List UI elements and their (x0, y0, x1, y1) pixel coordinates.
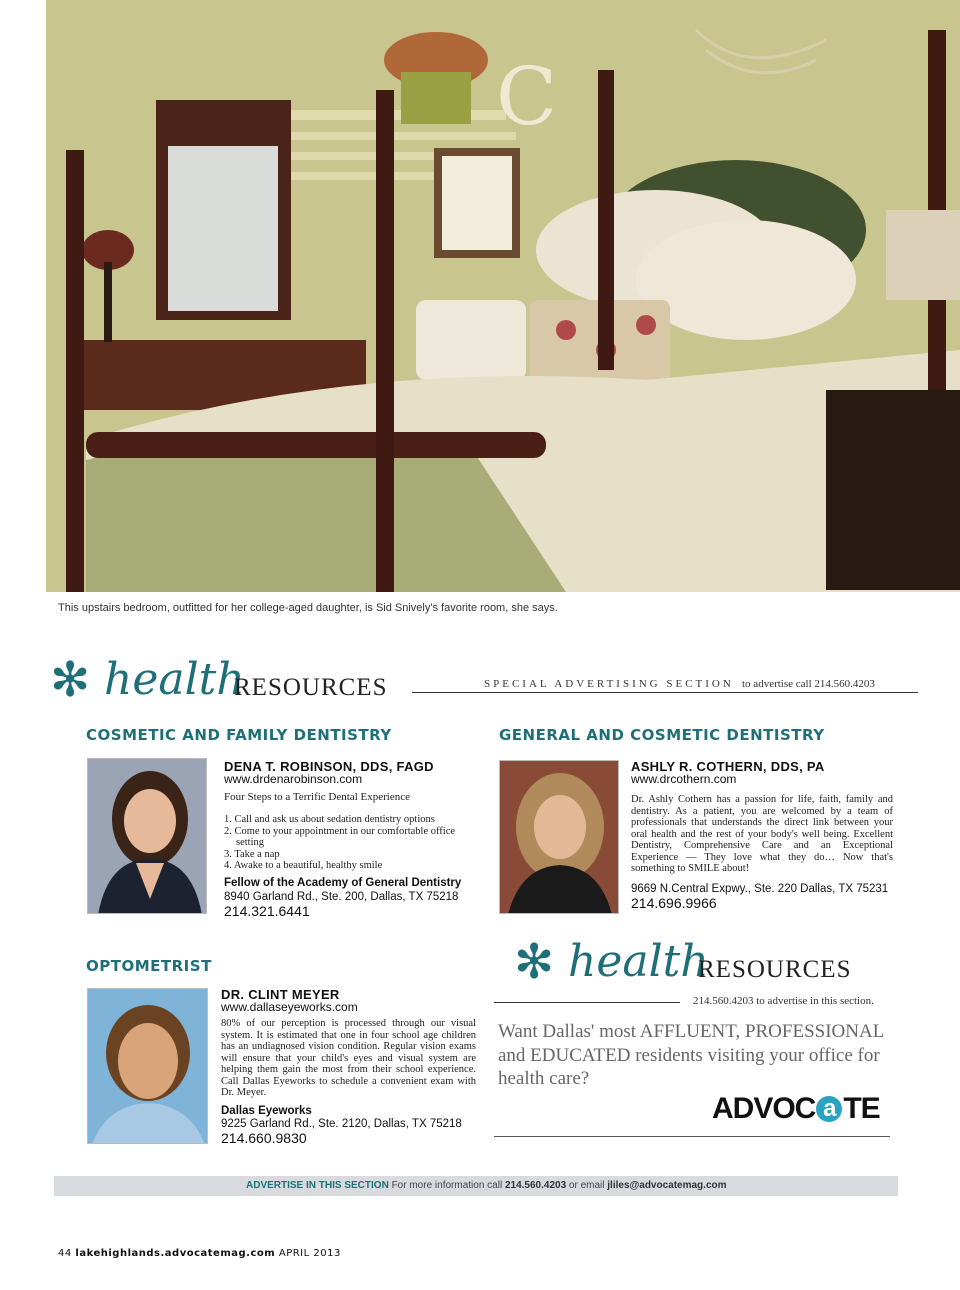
photo-caption: This upstairs bedroom, outfitted for her college-aged daughter, is Sid Snively's favorite room, she says. (58, 602, 558, 614)
listing-body-meyer: 80% of our perception is processed through our visual system. It is estimated that one in four school age children has an undiagnosed vision condition. Regular vision exams will ensure that your child's eyes and visual system are helping them gain the most from their school experience. Call Dallas Eyeworks to schedule a convenient exam with Dr. Meyer. (221, 1018, 476, 1098)
section-title-general: GENERAL AND COSMETIC DENTISTRY (499, 726, 825, 744)
promo-pitch: Want Dallas' most AFFLUENT, PROFESSIONAL and EDUCATED residents visiting your office for health care? (498, 1021, 884, 1089)
logo-health-word: health (568, 936, 709, 987)
listing-address-meyer: 9225 Garland Rd., Ste. 2120, Dallas, TX 75218 (221, 1118, 462, 1130)
listing-phone-robinson[interactable]: 214.321.6441 (224, 903, 310, 919)
promo-logo (514, 934, 894, 990)
asterisk-icon: ✻ (50, 652, 91, 708)
section-title-optometrist: OPTOMETRIST (86, 957, 212, 975)
advertise-bar: ADVERTISE IN THIS SECTION For more information call 214.560.4203 or email jliles@advocatemag.com (54, 1176, 898, 1196)
listing-url-robinson[interactable]: www.drdenarobinson.com (224, 772, 363, 786)
page-footer (58, 1248, 341, 1259)
special-advertising-label: SPECIAL ADVERTISING SECTION (484, 678, 734, 690)
advocate-logo: ADVOC a TE (712, 1092, 880, 1125)
to-advertise-line: to advertise call 214.560.4203 (742, 678, 875, 690)
header-rule (412, 692, 918, 693)
listing-address-robinson: 8940 Garland Rd., Ste. 200, Dallas, TX 75218 (224, 891, 459, 903)
portrait-meyer (87, 988, 208, 1144)
advertise-bar-title: ADVERTISE IN THIS SECTION (246, 1180, 389, 1191)
listing-body-cothern: Dr. Ashly Cothern has a passion for life, faith, family and dentistry. As a patient, you are welcomed by a team of professionals that understands the direct link between your oral health and the rest of your body's well being. Excellent Dentistry, Comprehensive Care and an Exceptional Experience — They love what they do… Now that's something to SMILE about! (631, 794, 893, 874)
health-resources-logo (50, 652, 430, 708)
footer-issue: APRIL 2013 (278, 1248, 341, 1259)
promo-bottom-rule (494, 1136, 890, 1137)
list-item: 2. Come to your appointment in our comfortable office (224, 825, 456, 837)
list-item: 4. Awake to a beautiful, healthy smile (224, 860, 383, 871)
footer-site[interactable]: lakehighlands.advocatemag.com (75, 1248, 276, 1259)
advertise-bar-email[interactable]: jliles@advocatemag.com (607, 1180, 727, 1191)
promo-advertise-line: 214.560.4203 to advertise in this section. (693, 995, 874, 1007)
logo-resources-word: RESOURCES (234, 674, 388, 701)
listing-name-robinson: DENA T. ROBINSON, DDS, FAGD (224, 759, 434, 774)
listing-url-cothern[interactable]: www.drcothern.com (631, 772, 737, 786)
listing-url-meyer[interactable]: www.dallaseyeworks.com (221, 1000, 358, 1014)
advertise-bar-phone[interactable]: 214.560.4203 (504, 1180, 567, 1191)
portrait-cothern (499, 760, 619, 914)
portrait-robinson (87, 758, 207, 914)
listing-tagline-robinson: Four Steps to a Terrific Dental Experience (224, 791, 410, 803)
steps-list (224, 814, 474, 872)
bedroom-photo (46, 0, 960, 592)
promo-rule (494, 1002, 680, 1003)
list-item: setting (236, 837, 264, 848)
logo-health-word: health (104, 654, 245, 705)
list-item: 1. Call and ask us about sedation dentistry options (224, 814, 435, 825)
listing-name-meyer: DR. CLINT MEYER (221, 987, 340, 1002)
listing-business-meyer: Dallas Eyeworks (221, 1105, 312, 1117)
listing-phone-meyer[interactable]: 214.660.9830 (221, 1130, 307, 1146)
page-number: 44 (58, 1248, 72, 1259)
logo-resources-word: RESOURCES (698, 956, 852, 983)
listing-phone-cothern[interactable]: 214.696.9966 (631, 895, 717, 911)
section-title-cosmetic: COSMETIC AND FAMILY DENTISTRY (86, 726, 392, 744)
list-item: 3. Take a nap (224, 848, 280, 860)
listing-address-cothern: 9669 N.Central Expwy., Ste. 220 Dallas, TX 75231 (631, 883, 889, 895)
asterisk-icon: ✻ (514, 934, 555, 990)
listing-name-cothern: ASHLY R. COTHERN, DDS, PA (631, 759, 825, 774)
svg-text:C: C (496, 50, 558, 143)
listing-credential-robinson: Fellow of the Academy of General Dentistry (224, 877, 462, 889)
